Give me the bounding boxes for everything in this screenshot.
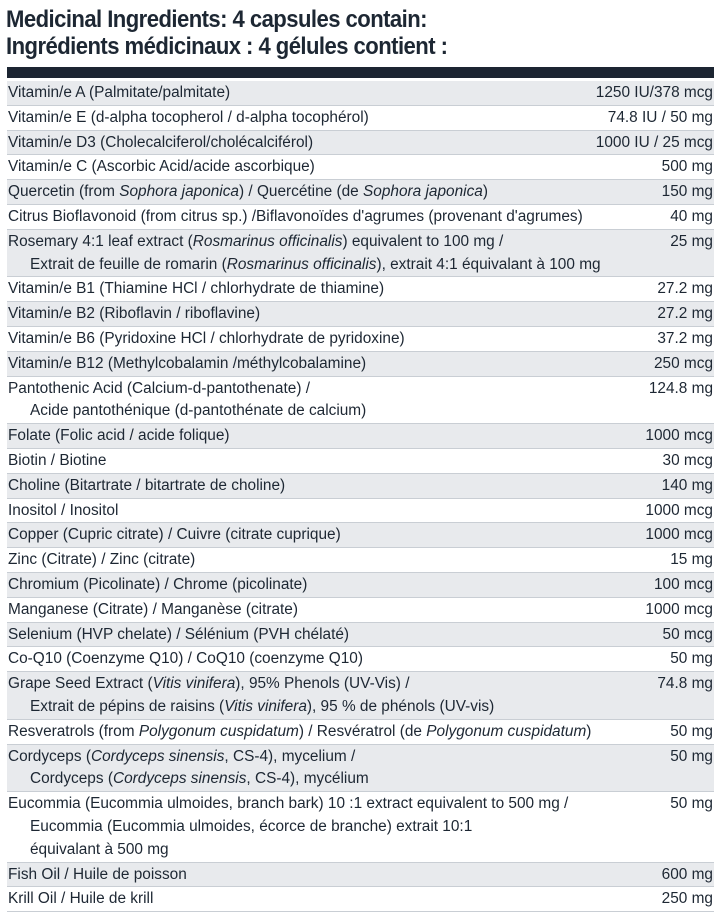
ingredient-amount: 1000 mcg: [645, 427, 713, 445]
ingredient-row: [7, 863, 714, 888]
ingredient-name-line: Biotin / Biotine: [8, 451, 107, 469]
ingredient-amount: 27.2 mg: [657, 305, 713, 323]
ingredient-amount: 74.8 IU / 50 mg: [607, 108, 713, 126]
ingredient-name-line: Folate (Folic acid / acide folique): [8, 427, 230, 445]
ingredient-row: [7, 745, 714, 793]
ingredient-name-line: Inositol / Inositol: [8, 501, 119, 519]
ingredient-name-line: Eucommia (Eucommia ulmoides, branch bark) 10 :1 extract equivalent to 500 mg /: [8, 795, 569, 813]
ingredient-name-line: Vitamin/e D3 (Cholecalciferol/cholécalciférol): [8, 133, 314, 151]
ingredient-name-line: Eucommia (Eucommia ulmoides, écorce de branche) extrait 10:1: [30, 817, 473, 835]
ingredient-row: [7, 474, 714, 499]
ingredient-amount: 150 mg: [661, 183, 713, 201]
ingredient-amount: 1000 IU / 25 mcg: [595, 133, 713, 151]
ingredient-name: [7, 475, 656, 498]
ingredient-name-line: Quercetin (from Sophora japonica) / Quercétine (de Sophora japonica): [8, 183, 488, 201]
ingredient-name-line: Vitamin/e C (Ascorbic Acid/acide ascorbique): [8, 158, 315, 176]
ingredient-name: [7, 328, 651, 351]
ingredient-name: [7, 278, 651, 301]
ingredient-amount: 1250 IU/378 mcg: [595, 84, 713, 101]
ingredient-name-line: Resveratrols (from Polygonum cuspidatum) / Resvératrol (de Polygonum cuspidatum): [8, 722, 592, 740]
ingredient-amount: 50 mcg: [662, 625, 713, 643]
ingredient-amount: 250 mg: [661, 890, 713, 908]
ingredient-name-line: Vitamin/e B12 (Methylcobalamin /méthylcobalamine): [8, 354, 367, 372]
ingredient-name-line: Citrus Bioflavonoid (from citrus sp.) /Biflavonoïdes d'agrumes (provenant d'agrumes): [8, 207, 583, 225]
heading-french: Ingrédients médicinaux : 4 gélules contient :: [6, 33, 448, 60]
ingredient-amount: 124.8 mg: [648, 379, 713, 397]
ingredient-name-line: Fish Oil / Huile de poisson: [8, 865, 187, 883]
header-divider-bar: [7, 67, 714, 78]
ingredient-amount: 40 mg: [670, 207, 713, 225]
ingredient-name-line: Cordyceps (Cordyceps sinensis, CS-4), mycélium: [30, 770, 369, 788]
ingredient-name-line: Vitamin/e B2 (Riboflavin / riboflavine): [8, 305, 261, 323]
ingredient-name-line: Extrait de feuille de romarin (Rosmarinus officinalis), extrait 4:1 équivalant à 100 mg: [30, 255, 601, 273]
ingredient-amount: 50 mg: [670, 795, 713, 813]
ingredient-row: [7, 377, 714, 425]
ingredient-row: [7, 327, 714, 352]
ingredient-row: [7, 647, 714, 672]
ingredient-row: [7, 573, 714, 598]
ingredient-name: [7, 549, 664, 572]
ingredient-row: [7, 720, 714, 745]
ingredient-row: [7, 131, 714, 156]
ingredient-name: [7, 624, 657, 647]
ingredient-amount: 30 mcg: [662, 451, 713, 469]
ingredient-name: [7, 673, 651, 719]
ingredient-name: [7, 599, 639, 622]
ingredient-name-line: Chromium (Picolinate) / Chrome (picolinate): [8, 575, 308, 593]
ingredient-name-line: Choline (Bitartrate / bitartrate de choline): [8, 476, 286, 494]
ingredient-name: [7, 156, 656, 179]
ingredient-row: [7, 352, 714, 377]
ingredient-amount: 500 mg: [661, 158, 713, 176]
ingredient-name: [7, 303, 651, 326]
ingredient-name: [7, 425, 639, 448]
ingredient-row: [7, 155, 714, 180]
ingredient-amount: 50 mg: [670, 722, 713, 740]
ingredient-name-line: Cordyceps (Cordyceps sinensis, CS-4), mycelium /: [8, 747, 356, 765]
ingredient-name-line: Co-Q10 (Coenzyme Q10) / CoQ10 (coenzyme Q10): [8, 650, 363, 668]
ingredient-row: [7, 302, 714, 327]
heading-english: Medicinal Ingredients: 4 capsules contain:: [6, 6, 427, 33]
ingredient-row: [7, 424, 714, 449]
ingredient-name: [7, 793, 664, 861]
ingredient-row: [7, 499, 714, 524]
ingredient-row: [7, 598, 714, 623]
ingredient-name: [7, 353, 648, 376]
ingredient-name-line: Grape Seed Extract (Vitis vinifera), 95% Phenols (UV-Vis) /: [8, 675, 410, 693]
ingredient-name: [7, 206, 664, 229]
ingredient-amount: 50 mg: [670, 747, 713, 765]
label-header: [0, 0, 721, 60]
ingredient-amount: 25 mg: [670, 232, 713, 250]
ingredient-name: [7, 524, 639, 547]
ingredient-row: [7, 106, 714, 131]
ingredient-name: [7, 746, 664, 792]
ingredient-amount: 50 mg: [670, 650, 713, 668]
ingredient-row: [7, 277, 714, 302]
ingredient-name-line: Krill Oil / Huile de krill: [8, 890, 154, 908]
ingredient-amount: 37.2 mg: [657, 329, 713, 347]
ingredient-name: [7, 82, 590, 105]
ingredient-amount: 15 mg: [670, 551, 713, 569]
ingredient-name: [7, 181, 656, 204]
ingredient-name-line: Copper (Cupric citrate) / Cuivre (citrate cuprique): [8, 526, 341, 544]
ingredient-amount: 1000 mcg: [645, 501, 713, 519]
ingredient-name: [7, 888, 656, 911]
ingredient-name-line: Rosemary 4:1 leaf extract (Rosmarinus officinalis) equivalent to 100 mg /: [8, 232, 504, 250]
ingredient-row: [7, 548, 714, 573]
ingredient-name: [7, 132, 590, 155]
ingredient-name-line: Vitamin/e B6 (Pyridoxine HCl / chlorhydrate de pyridoxine): [8, 329, 405, 347]
ingredient-amount: 100 mcg: [653, 575, 713, 593]
ingredient-amount: 1000 mcg: [645, 526, 713, 544]
ingredient-row: [7, 449, 714, 474]
ingredient-name: [7, 574, 648, 597]
ingredient-name-line: Vitamin/e A (Palmitate/palmitate): [8, 84, 231, 101]
ingredient-name: [7, 648, 664, 671]
ingredient-name: [7, 107, 602, 130]
ingredient-row: [7, 672, 714, 720]
ingredient-name: [7, 500, 639, 523]
ingredient-name: [7, 864, 656, 887]
ingredient-row: [7, 230, 714, 278]
ingredients-table: [7, 81, 714, 912]
ingredient-amount: 1000 mcg: [645, 600, 713, 618]
ingredient-amount: 140 mg: [661, 476, 713, 494]
ingredient-name: [7, 721, 664, 744]
ingredient-name: [7, 450, 657, 473]
ingredient-name-line: Extrait de pépins de raisins (Vitis vinifera), 95 % de phénols (UV-vis): [30, 697, 495, 715]
ingredient-row: [7, 792, 714, 862]
ingredient-name-line: équivalant à 500 mg: [30, 840, 169, 858]
ingredient-name-line: Zinc (Citrate) / Zinc (citrate): [8, 551, 196, 569]
ingredient-name-line: Vitamin/e E (d-alpha tocopherol / d-alpha tocophérol): [8, 108, 369, 126]
ingredient-name-line: Manganese (Citrate) / Manganèse (citrate): [8, 600, 298, 618]
ingredient-row: [7, 887, 714, 912]
ingredient-name-line: Vitamin/e B1 (Thiamine HCl / chlorhydrate de thiamine): [8, 280, 385, 298]
ingredient-amount: 250 mcg: [653, 354, 713, 372]
ingredient-name: [7, 378, 643, 424]
ingredient-row: [7, 81, 714, 106]
ingredient-amount: 74.8 mg: [657, 675, 713, 693]
ingredient-row: [7, 205, 714, 230]
ingredient-amount: 600 mg: [661, 865, 713, 883]
ingredient-name-line: Pantothenic Acid (Calcium-d-pantothenate) /: [8, 379, 310, 397]
ingredient-name: [7, 231, 664, 277]
ingredient-row: [7, 180, 714, 205]
ingredient-row: [7, 523, 714, 548]
ingredient-row: [7, 623, 714, 648]
ingredient-amount: 27.2 mg: [657, 280, 713, 298]
ingredient-name-line: Acide pantothénique (d-pantothénate de calcium): [30, 402, 367, 420]
ingredient-name-line: Selenium (HVP chelate) / Sélénium (PVH chélaté): [8, 625, 350, 643]
